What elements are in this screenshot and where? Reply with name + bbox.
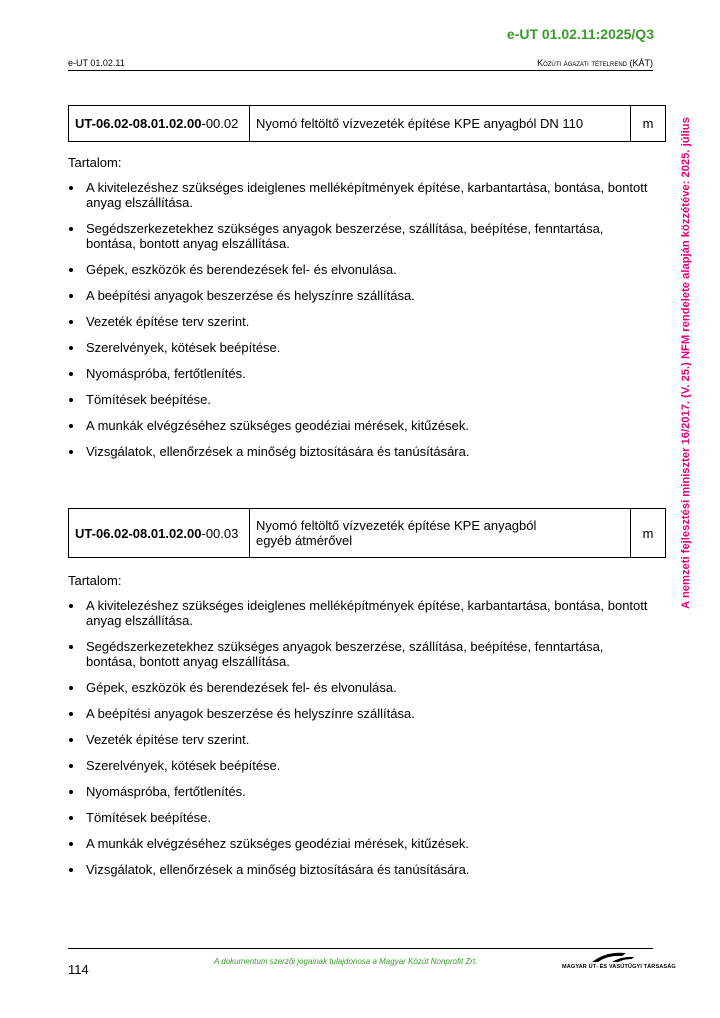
list-item: Segédszerkezetekhez szükséges anyagok beszerzése, szállítása, beépítése, fenntartása, bontása, bontott anyag elszállítása. bbox=[68, 221, 653, 251]
list-item: Szerelvények, kötések beépítése. bbox=[68, 340, 653, 355]
list-item: A kivitelezéshez szükséges ideiglenes melléképítmények építése, karbantartása, bontása, bontott anyag elszállítása. bbox=[68, 598, 653, 628]
side-note-text: A nemzeti fejlesztési miniszter 16/2017. (V. 25.) NFM rendelete alapján közzétéve: 2025. július bbox=[680, 117, 692, 609]
item-code: UT-06.02-08.01.02.00-00.02 bbox=[69, 106, 250, 142]
list-item: Gépek, eszközök és berendezések fel- és elvonulása. bbox=[68, 262, 653, 277]
list-item: A beépítési anyagok beszerzése és helyszínre szállítása. bbox=[68, 288, 653, 303]
item-description bbox=[250, 509, 631, 558]
item-unit: m bbox=[631, 106, 666, 142]
running-header bbox=[68, 58, 653, 71]
item-code: UT-06.02-08.01.02.00-00.03 bbox=[69, 509, 250, 558]
content-label: Tartalom: bbox=[68, 573, 122, 588]
list-item: A munkák elvégzéséhez szükséges geodéziai mérések, kitűzések. bbox=[68, 836, 653, 851]
footer-divider bbox=[68, 948, 653, 949]
list-item: Vezeték építése terv szerint. bbox=[68, 732, 653, 747]
list-item: Vizsgálatok, ellenőrzések a minőség biztosítására és tanúsítására. bbox=[68, 862, 653, 877]
document-code: e-UT 01.02.11:2025/Q3 bbox=[506, 26, 654, 42]
logo-text: MAGYAR ÚT- ÉS VASÚTÜGYI TÁRSASÁG bbox=[562, 964, 676, 970]
list-item: Vezeték építése terv szerint. bbox=[68, 314, 653, 329]
list-item: Vizsgálatok, ellenőrzések a minőség biztosítására és tanúsítására. bbox=[68, 444, 653, 459]
item-content bbox=[68, 573, 653, 888]
list-item: A kivitelezéshez szükséges ideiglenes melléképítmények építése, karbantartása, bontása, bontott anyag elszállítása. bbox=[68, 180, 653, 210]
item-header-table bbox=[68, 508, 666, 558]
header-left-reference: e-UT 01.02.11 bbox=[68, 58, 125, 68]
description-line: egyéb átmérővel bbox=[256, 533, 353, 548]
item-unit: m bbox=[631, 509, 666, 558]
list-item: Nyomáspróba, fertőtlenítés. bbox=[68, 366, 653, 381]
content-list bbox=[68, 180, 653, 459]
list-item: A munkák elvégzéséhez szükséges geodéziai mérések, kitűzések. bbox=[68, 418, 653, 433]
list-item: Segédszerkezetekhez szükséges anyagok beszerzése, szállítása, beépítése, fenntartása, bontása, bontott anyag elszállítása. bbox=[68, 639, 653, 669]
list-item: A beépítési anyagok beszerzése és helyszínre szállítása. bbox=[68, 706, 653, 721]
list-item: Nyomáspróba, fertőtlenítés. bbox=[68, 784, 653, 799]
logo-swoosh-icon bbox=[562, 950, 654, 964]
list-item: Szerelvények, kötések beépítése. bbox=[68, 758, 653, 773]
copyright-notice: A dokumentum szerzői jogainak tulajdonosa a Magyar Közút Nonprofit Zrt. bbox=[214, 957, 478, 966]
list-item: Tömítések beépítése. bbox=[68, 810, 653, 825]
item-description: Nyomó feltöltő vízvezeték építése KPE anyagból DN 110 bbox=[250, 106, 631, 142]
description-line: Nyomó feltöltő vízvezeték építése KPE anyagból bbox=[256, 518, 537, 533]
list-item: Gépek, eszközök és berendezések fel- és elvonulása. bbox=[68, 680, 653, 695]
content-list bbox=[68, 598, 653, 877]
item-header-table bbox=[68, 105, 666, 142]
page-number: 114 bbox=[68, 962, 89, 977]
list-item: Tömítések beépítése. bbox=[68, 392, 653, 407]
item-content bbox=[68, 155, 653, 470]
company-logo bbox=[562, 950, 676, 974]
content-label: Tartalom: bbox=[68, 155, 122, 170]
publication-side-note bbox=[676, 96, 696, 630]
header-right-title: Közúti ágazati tételrend (KÁT) bbox=[537, 58, 653, 68]
